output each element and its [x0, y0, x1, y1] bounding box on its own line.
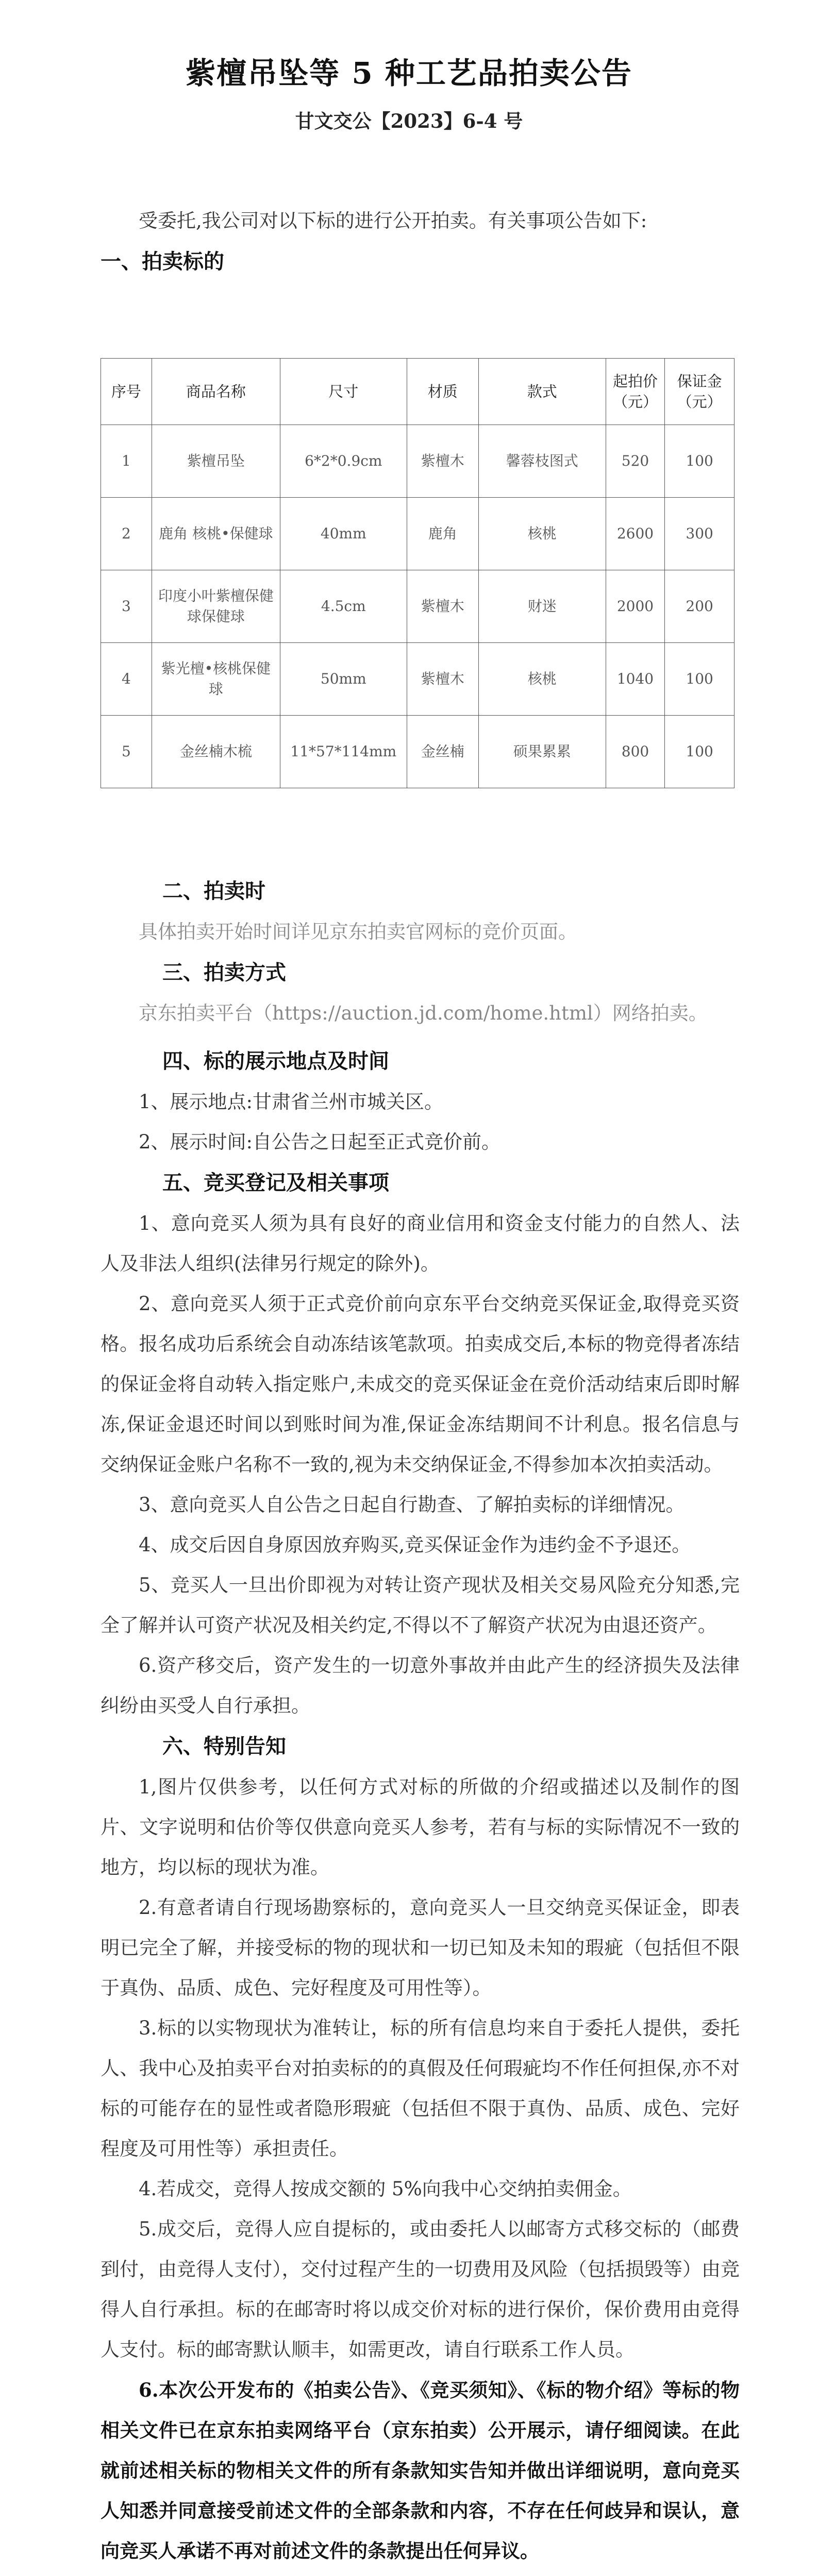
registration-item-5: 5、竞买人一旦出价即视为对转让资产现状及相关交易风险充分知悉,完全了解并认可资产状况及相关约定,不得以不了解资产状况为由退还资产。 — [101, 1574, 740, 1636]
table-row — [101, 498, 734, 570]
cell-index: 2 — [101, 498, 152, 570]
table-row — [101, 425, 734, 498]
registration-item-2: 2、意向竞买人须于正式竞价前向京东平台交纳竞买保证金,取得竞买资格。报名成功后系统会自动冻结该笔款项。拍卖成交后,本标的物竞得者冻结的保证金将自动转入指定账户,未成交的竞买保证金在竞价活动结束后即时解冻,保证金退还时间以到账时间为准,保证金冻结期间不计利息。报名信息与交纳保证金账户名称不一致的,视为未交纳保证金,不得参加本次拍卖活动。 — [101, 1293, 740, 1476]
cell-style: 硕果累累 — [478, 716, 606, 788]
cell-start-price: 800 — [606, 716, 665, 788]
table-row — [101, 570, 734, 643]
intro-text: 受委托,我公司对以下标的进行公开拍卖。有关事项公告如下: — [139, 210, 647, 232]
cell-size: 50mm — [280, 643, 407, 716]
section-heading-registration: 五、竞买登记及相关事项 — [162, 1171, 389, 1195]
cell-deposit: 200 — [665, 570, 734, 643]
table-row — [101, 643, 734, 716]
col-header-size: 尺寸 — [280, 359, 407, 425]
cell-name: 紫檀吊坠 — [152, 425, 280, 498]
cell-size: 6*2*0.9cm — [280, 425, 407, 498]
cell-start-price: 2000 — [606, 570, 665, 643]
cell-material: 金丝楠 — [407, 716, 478, 788]
col-header-name: 商品名称 — [152, 359, 280, 425]
cell-name: 印度小叶紫檀保健球保健球 — [152, 570, 280, 643]
cell-style: 馨蓉枝图式 — [478, 425, 606, 498]
section-heading-notice: 六、特别告知 — [162, 1734, 286, 1758]
auction-method-text: 京东拍卖平台（https://auction.jd.com/home.html）网络拍卖。 — [139, 1002, 708, 1024]
col-header-style: 款式 — [478, 359, 606, 425]
cell-name: 鹿角 核桃•保健球 — [152, 498, 280, 570]
section-heading-method: 三、拍卖方式 — [162, 960, 286, 985]
cell-size: 4.5cm — [280, 570, 407, 643]
cell-index: 1 — [101, 425, 152, 498]
cell-index: 4 — [101, 643, 152, 716]
section-heading-contact — [101, 2571, 740, 2576]
notice-item-5: 5.成交后，竞得人应自提标的，或由委托人以邮寄方式移交标的（邮费到付，由竞得人支付），交付过程产生的一切费用及风险（包括损毁等）由竞得人自行承担。标的在邮寄时将以成交价对标的进行保价，保价费用由竞得人支付。标的邮寄默认顺丰，如需更改，请自行联系工作人员。 — [101, 2218, 740, 2361]
col-header-index: 序号 — [101, 359, 152, 425]
registration-item-4: 4、成交后因自身原因放弃购买,竞买保证金作为违约金不予退还。 — [139, 1534, 691, 1556]
auction-time-text: 具体拍卖开始时间详见京东拍卖官网标的竞价页面。 — [139, 921, 577, 943]
cell-size: 11*57*114mm — [280, 716, 407, 788]
section-heading-items: 一、拍卖标的 — [101, 249, 224, 274]
cell-deposit: 100 — [665, 643, 734, 716]
section-heading-time: 二、拍卖时 — [162, 879, 265, 903]
notice-item-2: 2.有意者请自行现场勘察标的，意向竞买人一旦交纳竞买保证金，即表明已完全了解，并接受标的物的现状和一切已知及未知的瑕疵（包括但不限于真伪、品质、成色、完好程度及可用性等）。 — [101, 1896, 740, 1999]
cell-material: 紫檀木 — [407, 643, 478, 716]
cell-deposit: 100 — [665, 425, 734, 498]
page-title: 紫檀吊坠等 5 种工艺品拍卖公告 — [186, 56, 632, 91]
section-heading-display: 四、标的展示地点及时间 — [162, 1049, 389, 1073]
display-location: 1、展示地点:甘肃省兰州市城关区。 — [139, 1091, 444, 1113]
table-row — [101, 716, 734, 788]
cell-deposit: 300 — [665, 498, 734, 570]
cell-material: 紫檀木 — [407, 570, 478, 643]
notice-item-1: 1,图片仅供参考，以任何方式对标的所做的介绍或描述以及制作的图片、文字说明和估价等仅供意向竞买人参考，若有与标的实际情况不一致的地方，均以标的现状为准。 — [101, 1776, 740, 1878]
registration-item-3: 3、意向竞买人自公告之日起自行勘查、了解拍卖标的详细情况。 — [139, 1494, 685, 1516]
col-header-start-price: 起拍价（元） — [606, 359, 665, 425]
cell-material: 紫檀木 — [407, 425, 478, 498]
document-number: 甘文交公【2023】6-4 号 — [295, 110, 523, 132]
registration-item-6: 6.资产移交后，资产发生的一切意外事故并由此产生的经济损失及法律纠纷由买受人自行承担。 — [101, 1654, 740, 1717]
cell-material: 鹿角 — [407, 498, 478, 570]
cell-start-price: 2600 — [606, 498, 665, 570]
items-table — [101, 358, 734, 788]
table-header-row — [101, 359, 734, 425]
col-header-deposit: 保证金（元） — [665, 359, 734, 425]
cell-name: 紫光檀•核桃保健球 — [152, 643, 280, 716]
col-header-material: 材质 — [407, 359, 478, 425]
cell-start-price: 520 — [606, 425, 665, 498]
cell-style: 核桃 — [478, 498, 606, 570]
cell-deposit: 100 — [665, 716, 734, 788]
notice-item-4: 4.若成交，竞得人按成交额的 5%向我中心交纳拍卖佣金。 — [139, 2178, 632, 2200]
intro-block — [101, 201, 740, 282]
cell-name: 金丝楠木梳 — [152, 716, 280, 788]
cell-size: 40mm — [280, 498, 407, 570]
cell-start-price: 1040 — [606, 643, 665, 716]
registration-item-1: 1、意向竞买人须为具有良好的商业信用和资金支付能力的自然人、法人及非法人组织(法律另行规定的除外)。 — [101, 1212, 740, 1275]
cell-index: 3 — [101, 570, 152, 643]
cell-style: 财迷 — [478, 570, 606, 643]
sections-2-4 — [101, 871, 740, 2576]
notice-item-3: 3.标的以实物现状为准转让，标的所有信息均来自于委托人提供，委托人、我中心及拍卖平台对拍卖标的的真假及任何瑕疵均不作任何担保,亦不对标的可能存在的显性或者隐形瑕疵（包括但不限于真伪、品质、成色、完好程度及可用性等）承担责任。 — [101, 2017, 740, 2160]
cell-style: 核桃 — [478, 643, 606, 716]
display-time: 2、展示时间:自公告之日起至正式竞价前。 — [139, 1131, 501, 1153]
cell-index: 5 — [101, 716, 152, 788]
notice-item-6: 6.本次公开发布的《拍卖公告》、《竞买须知》、《标的物介绍》等标的物相关文件已在京东拍卖网络平台（京东拍卖）公开展示，请仔细阅读。在此就前述相关标的物相关文件的所有条款知实告知并做出详细说明，意向竞买人知悉并同意接受前述文件的全部条款和内容，不存在任何歧异和误认，意向竞买人承诺不再对前述文件的条款提出任何异议。 — [101, 2379, 740, 2562]
